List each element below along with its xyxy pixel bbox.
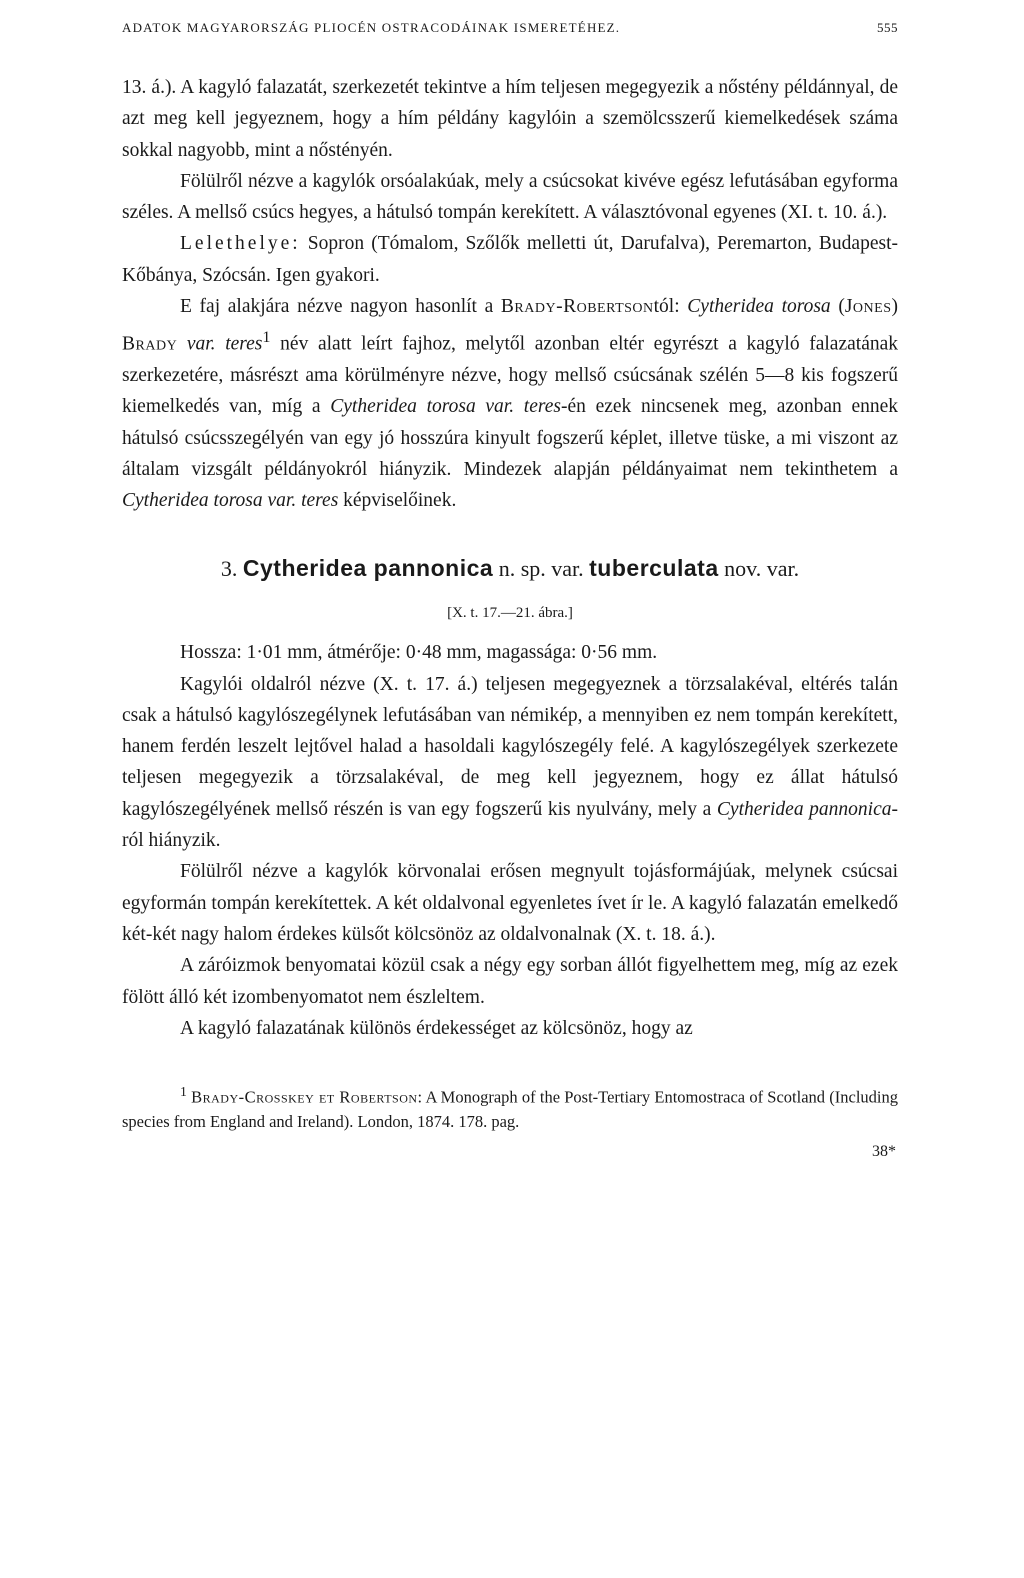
text-run: n. sp. var. xyxy=(493,555,590,581)
locality-label: Lelethelye: xyxy=(180,233,301,255)
main-text xyxy=(122,72,898,1044)
text-run: E faj alakjára nézve nagyon hasonlít a xyxy=(180,296,501,318)
taxon-name: Cytheridea torosa var. teres xyxy=(122,490,339,512)
document-page xyxy=(122,20,898,1164)
text-run: képviselőinek. xyxy=(338,490,457,512)
section-heading xyxy=(122,553,898,584)
paragraph-3 xyxy=(122,228,898,291)
author-name: Brady xyxy=(122,333,178,355)
paragraph-7: Fölülről nézve a kagylók körvonalai erősen megnyult tojásformájúak, melynek csúcsai egyformán tompán kerekítettek. A két oldalvonal egyenletes ívet ír le. A kagyló falazatán emelkedő két-két nagy halom érdekes külsőt kölcsönöz az oldalvonalnak (X. t. 18. á.). xyxy=(122,861,898,945)
paragraph-1: 13. á.). A kagyló falazatát, szerkezetét tekintve a hím teljesen megegyezik a nőstény példánnyal, de azt meg kell jegyeznem, hogy a hím példány kagylóin a szemölcsszerű kiemelkedések száma sokkal nagyobb, mint a nőstényén. xyxy=(122,77,898,161)
figure-reference: [X. t. 17.—21. ábra.] xyxy=(447,604,573,621)
text-run: -ról hiányzik. xyxy=(122,798,899,852)
running-header xyxy=(122,20,898,44)
signature-mark: 38* xyxy=(872,1142,896,1160)
species-name: Cytheridea pannonica xyxy=(242,554,494,581)
running-title: ADATOK MAGYARORSZÁG PLIOCÉN OSTRACODÁINAK ISMERETÉHEZ. xyxy=(122,20,621,35)
author-name: Brady-Robertson xyxy=(500,296,654,318)
section-number: 3. xyxy=(220,555,238,581)
paragraph-2: Fölülről nézve a kagylók orsóalakúak, mely a csúcsokat kivéve egész lefutásában egyforma széles. A mellső csúcs hegyes, a hátulsó tompán kerekített. A választóvonal egyenes (XI. t. 10. á.). xyxy=(122,170,898,224)
text-run: Kagylói oldalról nézve (X. t. 17. á.) teljesen megegyeznek a törzsalakéval, eltérés talán csak a hátulsó kagylószegélynek lefutásában van némikép, a mennyiben ez nem tompán kerekített, hanem ferdén leszelt lejtővel halad a hasoldali kagylószegély felé. A kagylószegélyek szerkezete teljesen megegyezik a törzsalakéval, de meg kell jegyeznem, hogy ez állat hátulsó kagylószegélyének mellső részén is van egy fogszerű kis nyulvány, mely a xyxy=(122,673,898,820)
page-number: 555 xyxy=(877,20,898,35)
locality-text: Sopron (Tómalom, Szőlők melletti út, Darufalva), Peremarton, Budapest-Kőbánya, Szócsán. Igen gyakori. xyxy=(122,233,898,286)
author-name: Jones xyxy=(844,296,892,318)
text-run: ( xyxy=(830,296,845,318)
variety-name: tuberculata xyxy=(589,554,719,581)
text-run: nov. var. xyxy=(718,555,800,581)
footnote-number: 1 xyxy=(180,1084,187,1100)
text-run xyxy=(177,334,187,355)
footnote-paragraph xyxy=(122,1080,898,1134)
footnote-authors: Brady-Crosskey et Robertson xyxy=(191,1087,418,1107)
text-run: tól: xyxy=(653,296,688,318)
text-run: név alatt leírt fajhoz, melytől azonban eltér egyrészt a kagyló falazatának szerkezetére, másrészt ama körülményre nézve, hogy mellső csúcsának szélén 5—8 kis fogszerű kiemelkedés van, míg a xyxy=(122,333,899,418)
footnote-marker: 1 xyxy=(262,328,271,347)
text-run: ) xyxy=(891,296,898,318)
footnote xyxy=(122,1080,898,1164)
paragraph-6 xyxy=(122,669,898,857)
taxon-name: Cytheridea torosa var. teres xyxy=(330,396,561,418)
footnote-text: : A Monograph of the Post-Tertiary Entomostraca of Scotland (Including species from England and Ireland). London, 1874. 178. pag. xyxy=(122,1087,899,1131)
taxon-name: Cytheridea torosa xyxy=(687,296,831,318)
paragraph-8: A záróizmok benyomatai közül csak a négy egy sorban állót figyelhettem meg, míg az ezek fölött álló két izombenyomatot nem észleltem. xyxy=(122,955,898,1008)
paragraph-4 xyxy=(122,291,898,517)
paragraph-9: A kagyló falazatának különös érdekességet az kölcsönöz, hogy az xyxy=(180,1017,693,1039)
paragraph-5: Hossza: 1·01 mm, átmérője: 0·48 mm, magassága: 0·56 mm. xyxy=(180,642,658,664)
text-run: -én ezek nincsenek meg, azonban ennek hátulsó csúcsszegélyén van egy jó hosszúra kinyult fogszerű képlet, illetve tüske, a mi viszont az általam vizsgált példányokról hiányzik. Mindezek alapján példányaimat nem tekinthetem a xyxy=(122,396,898,481)
taxon-variety: var. teres xyxy=(186,333,263,355)
taxon-name: Cytheridea pannonica xyxy=(716,798,892,820)
